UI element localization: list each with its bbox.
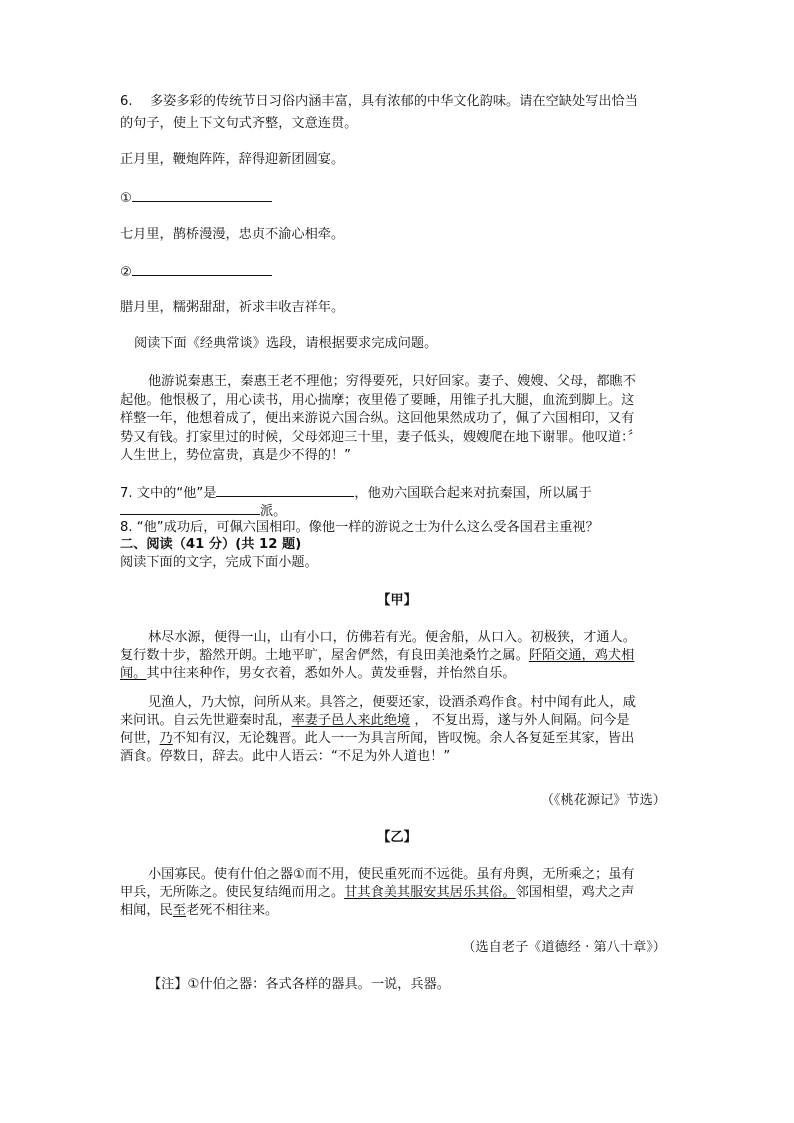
jia-p2c <box>120 729 634 749</box>
jia-p2b-text: 来问讯。自云先世避秦时乱， <box>120 713 292 728</box>
jia-p2c-underlined: 乃 <box>159 731 173 746</box>
jia-p2b-underlined: 率妻子邑人来此绝境 <box>291 713 411 728</box>
yi-p1c-text: 相闻，民 <box>120 903 173 918</box>
yi-source: （选自老子《道德经 · 第八十章》） <box>462 940 666 955</box>
yi-p1c-underlined: 至 <box>172 903 186 918</box>
q6-line2: 的句子，使上下文句式齐整，文意连贯。 <box>120 116 358 131</box>
jia-p2d: 酒食。停数日，辞去。此中人语云：“不足为外人道也！” <box>120 749 451 764</box>
jia-p2b-rest: ， 不复出焉，遂与外人间隔。问今是 <box>410 713 630 728</box>
jia-p2c-rest: 不知有汉，无论魏晋。此人一一为具言所闻，皆叹惋。余人各复延至其家，皆出 <box>172 731 635 746</box>
yi-p1a: 小国寡民。使有什伯之器①而不用，使民重死而不远徙。虽有舟舆，无所乘之；虽有 <box>148 867 635 882</box>
q6-sentence-a: 正月里，鞭炮阵阵，辞得迎新团圆宴。 <box>120 152 345 167</box>
yi-p1b-text: 甲兵，无所陈之。使民复结绳而用之。 <box>120 885 345 900</box>
jia-p2c-text: 何世， <box>120 731 160 746</box>
yi-p1b <box>120 883 634 903</box>
q6-sentence-c: 腊月里，糯粥甜甜，祈求丰收吉祥年。 <box>120 300 345 315</box>
jia-p1b-underlined: 阡陌交通，鸡犬相 <box>528 648 635 663</box>
q6-sentence-b: 七月里，鹊桥漫漫，忠贞不渝心相牵。 <box>120 227 345 242</box>
jia-p1c <box>120 664 516 684</box>
yi-note: 【注】①什伯之器：各式各样的器具。一说，兵器。 <box>148 977 450 992</box>
blank-2-marker: ② <box>120 265 132 280</box>
section2-heading: 二、阅读（41 分）(共 12 题) <box>120 537 302 552</box>
q6-blank-2[interactable] <box>120 261 272 283</box>
jia-p1c-text: 其中往来种作，男女衣着，悉如外人。黄发垂髫，并怡然自乐。 <box>146 666 516 681</box>
yi-title: 【乙】 <box>377 830 417 845</box>
blank-2-line[interactable] <box>132 261 272 276</box>
reading1-p1: 他游说秦惠王，秦惠王老不理他；穷得要死，只好回家。妻子、嫂嫂、父母，都瞧不 <box>148 374 636 389</box>
yi-p1b-rest: 邻国相望，鸡犬之声 <box>515 885 635 900</box>
yi-p1b-underlined: 甘其食美其服安其居乐其俗。 <box>344 885 516 900</box>
blank-1-marker: ① <box>120 191 132 206</box>
reading1-p4 <box>120 428 641 448</box>
jia-source: （《桃花源记》节选） <box>540 793 666 808</box>
reading1-p4-quote: 〞 <box>627 430 641 445</box>
section2-intro: 阅读下面的文字，完成下面小题。 <box>120 555 318 570</box>
jia-p1c-underlined: 闻。 <box>120 666 147 681</box>
blank-1-line[interactable] <box>132 187 272 202</box>
yi-p1c-rest: 老死不相往来。 <box>185 903 279 918</box>
jia-p1b <box>120 646 634 666</box>
reading1-p3: 样整一年，他想着成了，便出来游说六国合纵。这回他果然成功了，佩了六国相印，又有 <box>120 411 635 426</box>
q7-pre: 7. 文中的“他”是 <box>120 486 217 501</box>
q7-mid: ，他劝六国联合起来对抗秦国，所以属于 <box>354 486 592 501</box>
q6-blank-1[interactable] <box>120 187 272 209</box>
reading1-p2: 起他。他恨极了，用心读书，用心揣摩；夜里倦了要睡，用锥子扎大腿，血流到脚上。这 <box>120 393 635 408</box>
q7-blank-2[interactable] <box>120 500 260 515</box>
jia-p2a: 见渔人，乃大惊，问所从来。具答之，便要还家，设酒杀鸡作食。村中闻有此人，咸 <box>148 695 636 710</box>
jia-p1b-text: 复行数十步，豁然开朗。土地平旷，屋舍俨然，有良田美池桑竹之属。 <box>120 648 529 663</box>
reading1-p5: 人生世上，势位富贵，真是少不得的！” <box>120 448 352 463</box>
jia-p1a: 林尽水源，便得一山，山有小口，仿佛若有光。便舍船，从口入。初极狭，才通人。 <box>148 630 636 645</box>
reading1-p4-text: 势又有钱。打家里过的时候，父母郊迎三十里，妻子低头，嫂嫂爬在地下谢罪。他叹道： <box>120 430 628 445</box>
reading1-intro: 阅读下面《经典常谈》选段，请根据要求完成问题。 <box>134 336 438 351</box>
jia-p2b <box>120 711 630 731</box>
q7-blank-1[interactable] <box>216 482 354 497</box>
q7-end: 派。 <box>260 504 287 519</box>
yi-p1c <box>120 901 278 921</box>
q6-line1: 6. 多姿多彩的传统节日习俗内涵丰富，具有浓郁的中华文化韵味。请在空缺处写出恰当 <box>120 94 638 109</box>
q8-question: 8. “他”成功后，可佩六国相印。像他一样的游说之士为什么这么受各国君主重视？ <box>120 520 599 535</box>
jia-title: 【甲】 <box>377 593 417 608</box>
